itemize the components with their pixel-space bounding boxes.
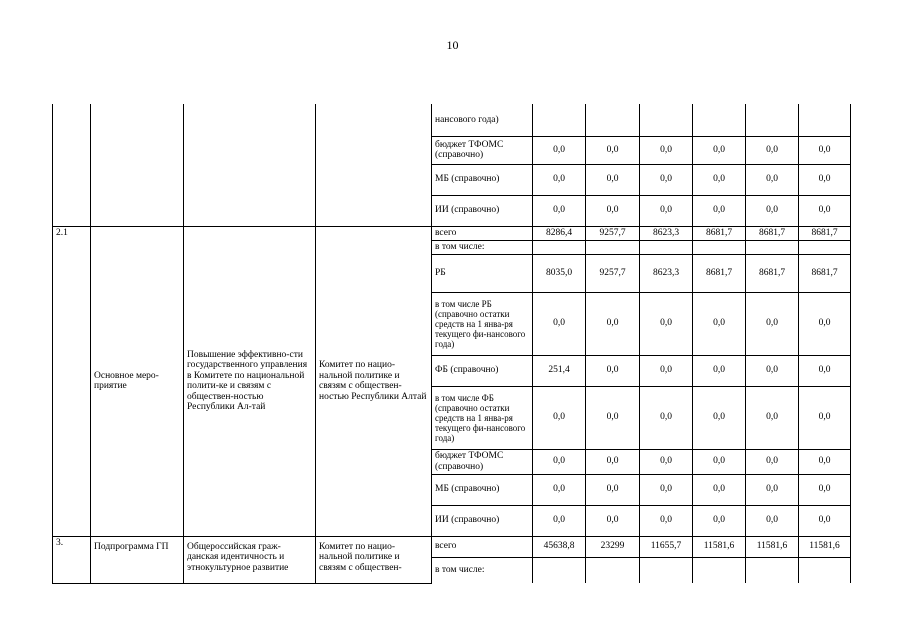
amount-cell: 0,0 bbox=[746, 474, 799, 505]
amount-cell: 23299 bbox=[586, 536, 640, 557]
page-number: 10 bbox=[446, 38, 459, 52]
funding-source: в том числе: bbox=[432, 557, 533, 583]
amount-cell: 0,0 bbox=[799, 386, 851, 449]
funding-source: бюджет ТФОМС (справочно) bbox=[432, 449, 533, 474]
amount-cell: 0,0 bbox=[640, 474, 693, 505]
amount-cell: 0,0 bbox=[640, 195, 693, 226]
amount-cell: 8623,3 bbox=[640, 226, 693, 240]
amount-cell: 8681,7 bbox=[799, 254, 851, 292]
table-row bbox=[53, 104, 851, 136]
amount-cell: 0,0 bbox=[693, 474, 746, 505]
amount-cell: 0,0 bbox=[533, 386, 586, 449]
event-type: Основное меро-приятие bbox=[91, 226, 184, 536]
funding-source: всего bbox=[432, 226, 533, 240]
amount-cell: 0,0 bbox=[693, 505, 746, 536]
row-number: 2.1 bbox=[53, 226, 91, 536]
amount-cell: 8286,4 bbox=[533, 226, 586, 240]
amount-cell bbox=[746, 557, 799, 583]
amount-cell: 8681,7 bbox=[693, 254, 746, 292]
amount-cell: 0,0 bbox=[533, 195, 586, 226]
amount-cell: 0,0 bbox=[533, 474, 586, 505]
amount-cell: 0,0 bbox=[799, 164, 851, 195]
table-row bbox=[53, 226, 851, 240]
amount-cell: 0,0 bbox=[799, 136, 851, 164]
amount-cell: 45638,8 bbox=[533, 536, 586, 557]
funding-source: нансового года) bbox=[432, 104, 533, 136]
event-type: Подпрограмма ГП bbox=[91, 536, 184, 583]
amount-cell: 0,0 bbox=[693, 449, 746, 474]
amount-cell: 0,0 bbox=[640, 449, 693, 474]
funding-source: РБ bbox=[432, 254, 533, 292]
amount-cell: 0,0 bbox=[746, 505, 799, 536]
executor bbox=[316, 104, 432, 226]
amount-cell: 0,0 bbox=[799, 292, 851, 355]
amount-cell: 0,0 bbox=[746, 164, 799, 195]
amount-cell: 0,0 bbox=[693, 164, 746, 195]
amount-cell bbox=[640, 104, 693, 136]
amount-cell: 0,0 bbox=[586, 164, 640, 195]
funding-source: в том числе ФБ (справочно остатки средств на 1 янва-ря текущего фи-нансового года) bbox=[432, 386, 533, 449]
amount-cell: 0,0 bbox=[640, 136, 693, 164]
amount-cell: 0,0 bbox=[533, 164, 586, 195]
amount-cell: 0,0 bbox=[746, 195, 799, 226]
amount-cell bbox=[693, 104, 746, 136]
amount-cell: 11655,7 bbox=[640, 536, 693, 557]
amount-cell: 11581,6 bbox=[693, 536, 746, 557]
event-name bbox=[184, 104, 316, 226]
amount-cell bbox=[533, 557, 586, 583]
funding-source: МБ (справочно) bbox=[432, 164, 533, 195]
amount-cell bbox=[746, 104, 799, 136]
amount-cell: 9257,7 bbox=[586, 254, 640, 292]
amount-cell: 0,0 bbox=[533, 449, 586, 474]
amount-cell bbox=[586, 240, 640, 254]
funding-source: всего bbox=[432, 536, 533, 557]
amount-cell: 0,0 bbox=[799, 449, 851, 474]
amount-cell: 0,0 bbox=[586, 195, 640, 226]
amount-cell: 0,0 bbox=[799, 195, 851, 226]
amount-cell: 11581,6 bbox=[799, 536, 851, 557]
amount-cell: 8623,3 bbox=[640, 254, 693, 292]
amount-cell: 0,0 bbox=[746, 292, 799, 355]
amount-cell: 0,0 bbox=[746, 449, 799, 474]
amount-cell bbox=[640, 557, 693, 583]
amount-cell: 8681,7 bbox=[746, 254, 799, 292]
amount-cell: 11581,6 bbox=[746, 536, 799, 557]
row-number: 3. bbox=[53, 536, 91, 583]
amount-cell bbox=[693, 240, 746, 254]
amount-cell: 0,0 bbox=[533, 136, 586, 164]
amount-cell: 0,0 bbox=[693, 355, 746, 386]
amount-cell: 8681,7 bbox=[693, 226, 746, 240]
amount-cell bbox=[799, 104, 851, 136]
funding-source: ИИ (справочно) bbox=[432, 505, 533, 536]
executor: Комитет по нацио-нальной политике и связям с обществен-ностью Республики Алтай bbox=[316, 226, 432, 536]
funding-source: МБ (справочно) bbox=[432, 474, 533, 505]
funding-source: в том числе: bbox=[432, 240, 533, 254]
amount-cell: 0,0 bbox=[799, 505, 851, 536]
amount-cell: 0,0 bbox=[586, 355, 640, 386]
amount-cell bbox=[533, 240, 586, 254]
funding-source: в том числе РБ (справочно остатки средств на 1 янва-ря текущего фи-нансового года) bbox=[432, 292, 533, 355]
amount-cell bbox=[746, 240, 799, 254]
table-row bbox=[53, 536, 851, 557]
amount-cell: 9257,7 bbox=[586, 226, 640, 240]
amount-cell: 0,0 bbox=[586, 136, 640, 164]
funding-source: бюджет ТФОМС (справочно) bbox=[432, 136, 533, 164]
amount-cell: 0,0 bbox=[640, 355, 693, 386]
amount-cell: 0,0 bbox=[640, 386, 693, 449]
event-type bbox=[91, 104, 184, 226]
amount-cell: 0,0 bbox=[586, 292, 640, 355]
funding-source: ИИ (справочно) bbox=[432, 195, 533, 226]
amount-cell bbox=[586, 104, 640, 136]
amount-cell: 0,0 bbox=[693, 386, 746, 449]
amount-cell: 251,4 bbox=[533, 355, 586, 386]
event-name: Повышение эффективно-сти государственного управления в Комитете по национальной полити-ке и связям с обществен-ностью Республики Ал-тай bbox=[184, 226, 316, 536]
amount-cell bbox=[640, 240, 693, 254]
amount-cell: 0,0 bbox=[746, 136, 799, 164]
amount-cell: 0,0 bbox=[693, 195, 746, 226]
row-number bbox=[53, 104, 91, 226]
amount-cell: 0,0 bbox=[640, 164, 693, 195]
amount-cell: 8035,0 bbox=[533, 254, 586, 292]
amount-cell: 0,0 bbox=[746, 355, 799, 386]
funding-source: ФБ (справочно) bbox=[432, 355, 533, 386]
amount-cell: 0,0 bbox=[586, 474, 640, 505]
amount-cell: 0,0 bbox=[693, 136, 746, 164]
amount-cell: 0,0 bbox=[586, 449, 640, 474]
amount-cell: 0,0 bbox=[533, 292, 586, 355]
event-name: Общероссийская граж-данская идентичность и этнокультурное развитие bbox=[184, 536, 316, 583]
amount-cell: 0,0 bbox=[586, 505, 640, 536]
executor: Комитет по нацио-нальной политике и связям с обществен- bbox=[316, 536, 432, 583]
amount-cell bbox=[586, 557, 640, 583]
amount-cell: 0,0 bbox=[640, 292, 693, 355]
budget-table bbox=[52, 104, 851, 584]
amount-cell: 0,0 bbox=[640, 505, 693, 536]
amount-cell bbox=[799, 240, 851, 254]
amount-cell bbox=[533, 104, 586, 136]
amount-cell: 8681,7 bbox=[799, 226, 851, 240]
amount-cell bbox=[799, 557, 851, 583]
amount-cell: 0,0 bbox=[746, 386, 799, 449]
amount-cell: 0,0 bbox=[693, 292, 746, 355]
amount-cell: 8681,7 bbox=[746, 226, 799, 240]
amount-cell: 0,0 bbox=[586, 386, 640, 449]
amount-cell: 0,0 bbox=[799, 355, 851, 386]
amount-cell: 0,0 bbox=[799, 474, 851, 505]
amount-cell bbox=[693, 557, 746, 583]
amount-cell: 0,0 bbox=[533, 505, 586, 536]
